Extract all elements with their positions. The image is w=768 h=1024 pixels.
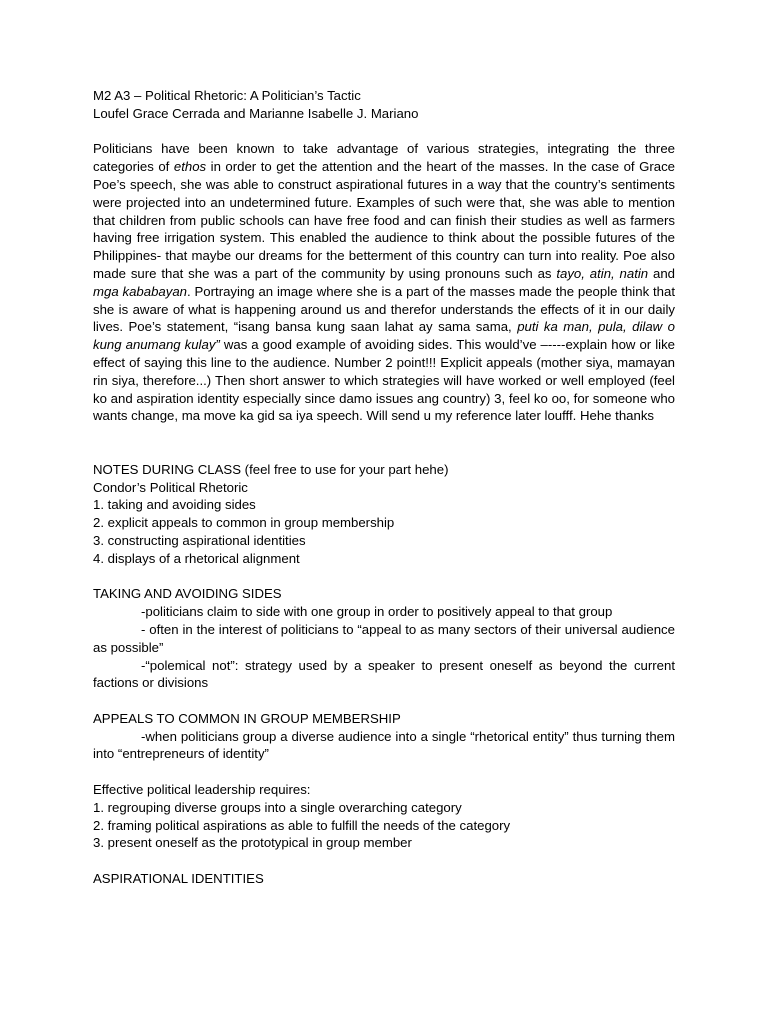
notes-list-item: 3. constructing aspirational identities [93,532,306,548]
notes-heading: NOTES DURING CLASS (feel free to use for your part hehe) [93,461,449,477]
notes-subheading: Condor’s Political Rhetoric [93,479,248,495]
leadership-list-item: 2. framing political aspirations as able to fulfill the needs of the category [93,817,511,833]
document-page [93,87,675,888]
paragraph-text: and [648,265,675,281]
paragraph-text: was a good example of avoiding sides. This would’ve –----explain how or like effect of saying this line to the audience. Number 2 point!!! Explicit appeals (mother siya, mamayan rin siya, therefore...) Then short answer to which strategies will have worked or well employed (feel ko and aspiration identity especially since damo issues ang country) 3, feel ko oo, for someone who wants change, ma move ka gid sa iya speech. Will send u my reference later loufff. Hehe thanks [93,337,676,424]
sides-heading: TAKING AND AVOIDING SIDES [93,586,282,602]
aspirational-section [93,870,675,888]
appeals-heading: APPEALS TO COMMON IN GROUP MEMBERSHIP [93,710,401,726]
paragraph-text: Politicians have been known to take advantage of various strategies, integrating the three categories of [93,141,675,175]
appeals-section [93,710,675,763]
main-paragraph [93,140,675,425]
ethos-term: ethos [173,159,207,175]
leadership-list-item: 3. present oneself as the prototypical in group member [93,835,412,851]
notes-list-item: 1. taking and avoiding sides [93,497,256,513]
notes-section [93,461,675,568]
leadership-list-item: 1. regrouping diverse groups into a single overarching category [93,799,462,815]
leadership-heading: Effective political leadership requires: [93,782,311,798]
sides-note: -“polemical not”: strategy used by a speaker to present oneself as beyond the current factions or divisions [93,657,675,691]
notes-list-item: 2. explicit appeals to common in group membership [93,515,395,531]
paragraph-text: . Portraying an image where she is a part of the masses made the people think that she is aware of what is happening around us and therefor understands the effects of it in our daily lives. Poe’s statement, “isang bansa kung saan lahat ay sama sama, [93,283,675,335]
quote-italic: puti ka man, pula, dilaw o kung anumang kulay” [93,319,675,353]
sides-note: - often in the interest of politicians to “appeal to as many sectors of their universal audience as possible” [93,621,675,655]
appeals-note: -when politicians group a diverse audience into a single “rhetorical entity” thus turning them into “entrepreneurs of identity” [93,728,675,762]
sides-section [93,585,675,692]
document-header [93,87,675,123]
notes-list-item: 4. displays of a rhetorical alignment [93,550,300,566]
leadership-section [93,781,675,852]
aspirational-heading: ASPIRATIONAL IDENTITIES [93,871,264,887]
sides-note: -politicians claim to side with one group in order to positively appeal to that group [141,604,613,620]
paragraph-text: in order to get the attention and the heart of the masses. In the case of Grace Poe’s speech, she was able to construct aspirational futures in a way that the country’s sentiments were projected into an undetermined future. Examples of such were that, she was able to mention that children from public schools can have free food and can finish their studies as well as farmers having free irrigation system. This enabled the audience to think about the possible futures of the Philippines- that maybe our dreams for the betterment of this country can turn into reality. Poe also made sure that she was a part of the community by using pronouns such as [93,159,675,281]
document-title: M2 A3 – Political Rhetoric: A Politician’s Tactic [93,88,361,103]
kababayan-term: mga kababayan [93,283,188,299]
document-authors: Loufel Grace Cerrada and Marianne Isabelle J. Mariano [93,105,419,121]
pronouns-term: tayo, atin, natin [556,265,649,281]
